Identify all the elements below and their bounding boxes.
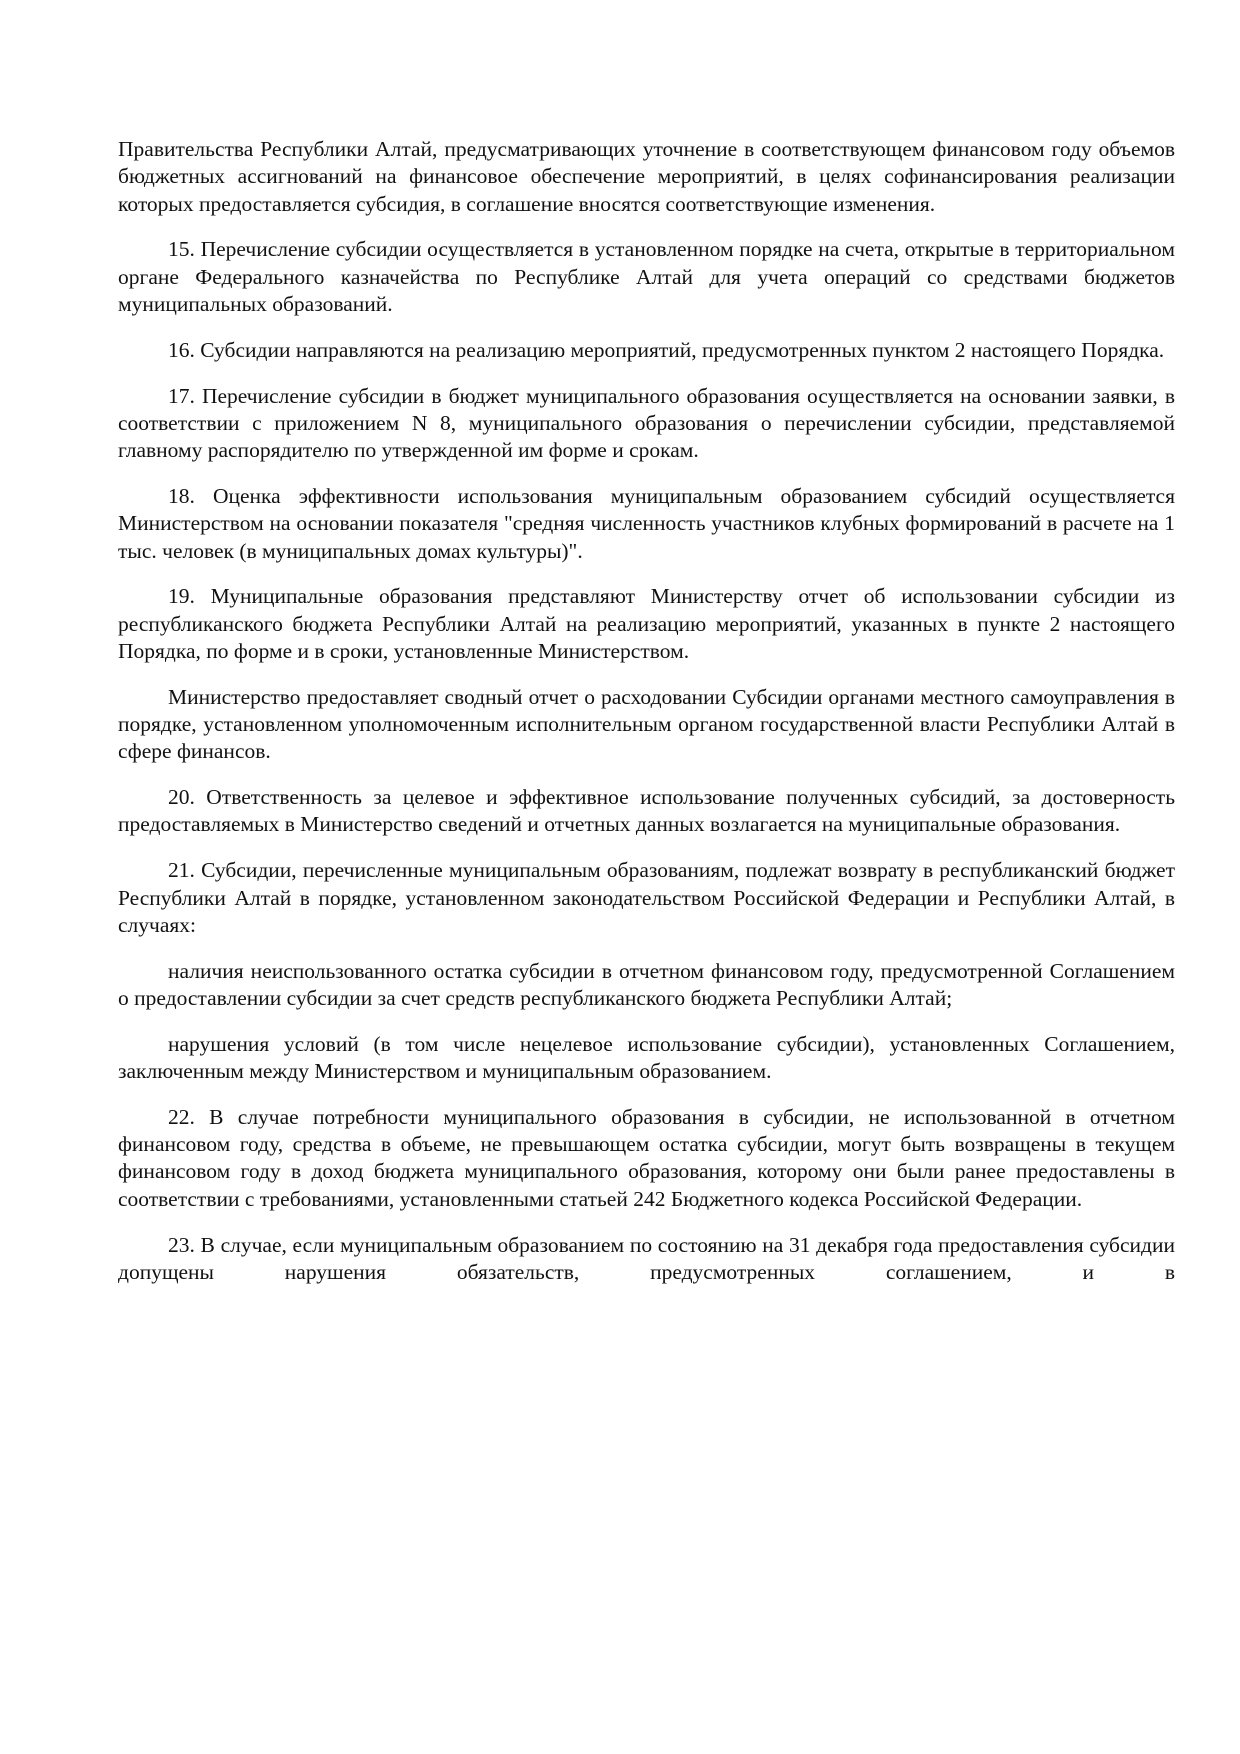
paragraph-15: 15. Перечисление субсидии осуществляется в установленном порядке на счета, открытые в территориальном органе Федерального казначейства по Республике Алтай для учета операций со средствами бюджетов муниципальных образований. (118, 237, 1175, 316)
paragraph-18: 18. Оценка эффективности использования муниципальным образованием субсидий осуществляется Министерством на основании показателя "средняя численность участников клубных формирований в расчете на 1 тыс. человек (в муниципальных домах культуры)". (118, 483, 1175, 563)
paragraph-continuation: Правительства Республики Алтай, предусматривающих уточнение в соответствующем финансовом году объемов бюджетных ассигнований на финансовое обеспечение мероприятий, в целях софинансирования реализации которых предоставляется субсидия, в соглашение вносятся соответствующие изменения. (118, 137, 1175, 216)
paragraph-21-case-unused-balance: наличия неиспользованного остатка субсидии в отчетном финансовом году, предусмотренной Соглашением о предоставлении субсидии за счет средств республиканского бюджета Республики Алтай; (118, 958, 1175, 1010)
paragraph-23: 23. В случае, если муниципальным образованием по состоянию на 31 декабря года предоставления субсидии допущены нарушения обязательств, предусмотренных соглашением, и в (118, 1232, 1175, 1284)
paragraph-22: 22. В случае потребности муниципального образования в субсидии, не использованной в отчетном финансовом году, средства в объеме, не превышающем остатка субсидии, могут быть возвращены в текущем финансовом году в доход бюджета муниципального образования, которому они были ранее предоставлены в соответствии с требованиями, установленными статьей 242 Бюджетного кодекса Российской Федерации. (118, 1104, 1175, 1211)
paragraph-21-case-violation: нарушения условий (в том числе нецелевое использование субсидии), установленных Соглашением, заключенным между Министерством и муниципальным образованием. (118, 1031, 1175, 1084)
paragraph-19: 19. Муниципальные образования представляют Министерству отчет об использовании субсидии из республиканского бюджета Республики Алтай на реализацию мероприятий, указанных в пункте 2 настоящего Порядка, по форме и в сроки, установленные Министерством. (118, 584, 1175, 663)
paragraph-16: 16. Субсидии направляются на реализацию мероприятий, предусмотренных пунктом 2 настоящего Порядка. (168, 337, 1165, 362)
paragraph-17: 17. Перечисление субсидии в бюджет муниципального образования осуществляется на основании заявки, в соответствии с приложением N 8, муниципального образования о перечислении субсидии, представляемой главному распорядителю по утвержденной им форме и срокам. (118, 383, 1175, 463)
paragraph-20: 20. Ответственность за целевое и эффективное использование полученных субсидий, за достоверность предоставляемых в Министерство сведений и отчетных данных возлагается на муниципальные образования. (118, 785, 1175, 837)
paragraph-21: 21. Субсидии, перечисленные муниципальным образованиям, подлежат возврату в республиканский бюджет Республики Алтай в порядке, установленном законодательством Российской Федерации и Республики Алтай, в случаях: (118, 858, 1175, 937)
document-page (118, 136, 1175, 1305)
paragraph-19-summary-report: Министерство предоставляет сводный отчет о расходовании Субсидии органами местного самоуправления в порядке, установленном уполномоченным исполнительным органом государственной власти Республики Алтай в сфере финансов. (118, 684, 1175, 764)
